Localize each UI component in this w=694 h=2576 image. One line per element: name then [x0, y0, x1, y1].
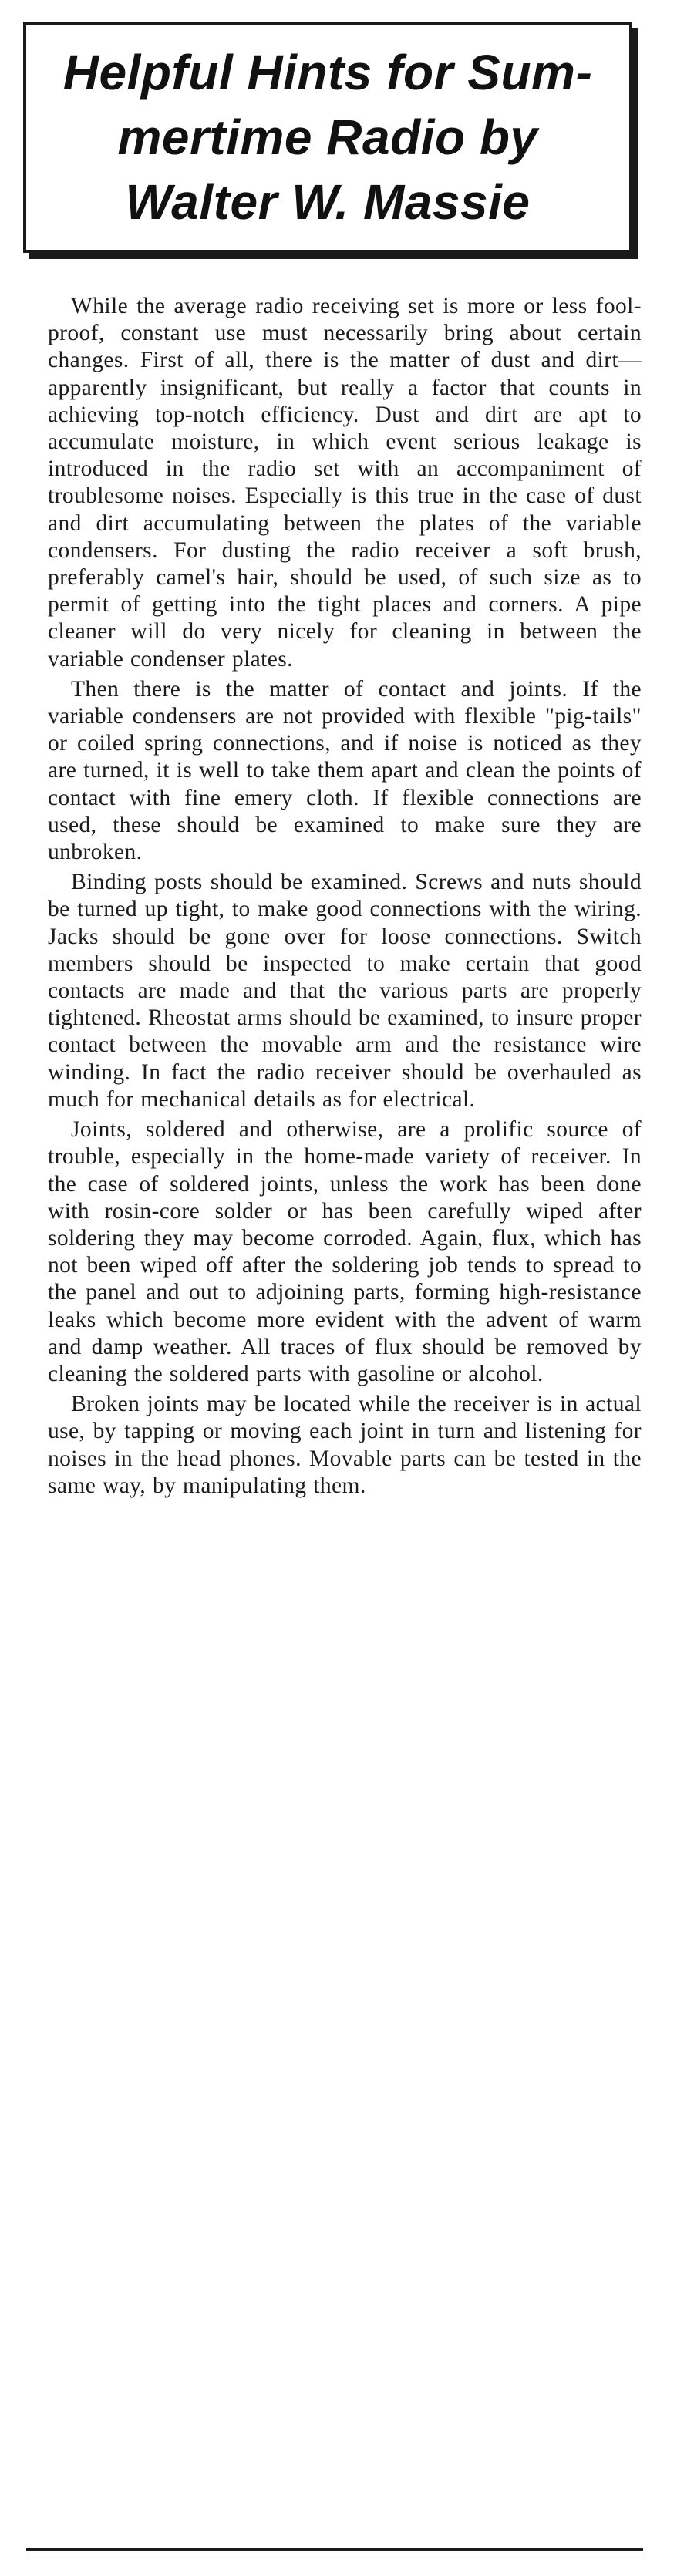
paragraph-binding-posts: Binding posts should be examined. Screws and nuts should be turned up tight, to make good connections with the wiring. Jacks should be gone over for loose connections. Switch members should be inspected to make certain that good contacts are made and that the various parts are properly tightened. Rheostat arms should be examined, to insure proper contact between the movable arm and the resistance wire winding. In fact the radio receiver should be overhauled as much for mechanical details as for electrical. [48, 870, 642, 1112]
headline-box [23, 22, 632, 253]
paragraph-soldered-joints: Joints, soldered and otherwise, are a prolific source of trouble, especially in the home-made variety of receiver. In the case of soldered joints, unless the work has been done with rosin-core solder or has been carefully wiped after soldering they may become corroded. Again, flux, which has not been wiped off after the soldering job tends to spread to the panel and out to adjoining parts, forming high-resistance leaks which become more evident with the advent of warm and damp weather. All traces of flux should be removed by cleaning the soldered parts with gasoline or alcohol. [48, 1117, 642, 1386]
bottom-rule [26, 2548, 643, 2551]
headline: Helpful Hints for Sum- mertime Radio by Walter W. Massie [62, 45, 593, 230]
paragraph-broken-joints: Broken joints may be located while the receiver is in actual use, by tapping or moving each joint in turn and listening for noises in the head phones. Movable parts can be tested in the same way, by manipulating them. [48, 1392, 642, 1498]
paragraph-contacts: Then there is the matter of contact and joints. If the variable condensers are not provided with flexible "pig-tails" or coiled spring connections, and if noise is noticed as they are turned, it is well to take them apart and clean the points of contact with fine emery cloth. If flexible connections are used, these should be examined to make sure they are unbroken. [48, 676, 642, 865]
article-body [48, 293, 642, 1503]
paragraph-dust: While the average radio receiving set is more or less fool-proof, constant use must necessarily bring about certain changes. First of all, there is the matter of dust and dirt—apparently insignificant, but really a factor that counts in achieving top-notch efficiency. Dust and dirt are apt to accumulate moisture, in which event serious leakage is introduced in the radio set with an accompaniment of troublesome noises. Especially is this true in the case of dust and dirt accumulating between the plates of the variable condensers. For dusting the radio receiver a soft brush, preferably camel's hair, should be used, of such size as to permit of getting into the tight places and corners. A pipe cleaner will do very nicely for cleaning in between the variable condenser plates. [48, 294, 642, 672]
